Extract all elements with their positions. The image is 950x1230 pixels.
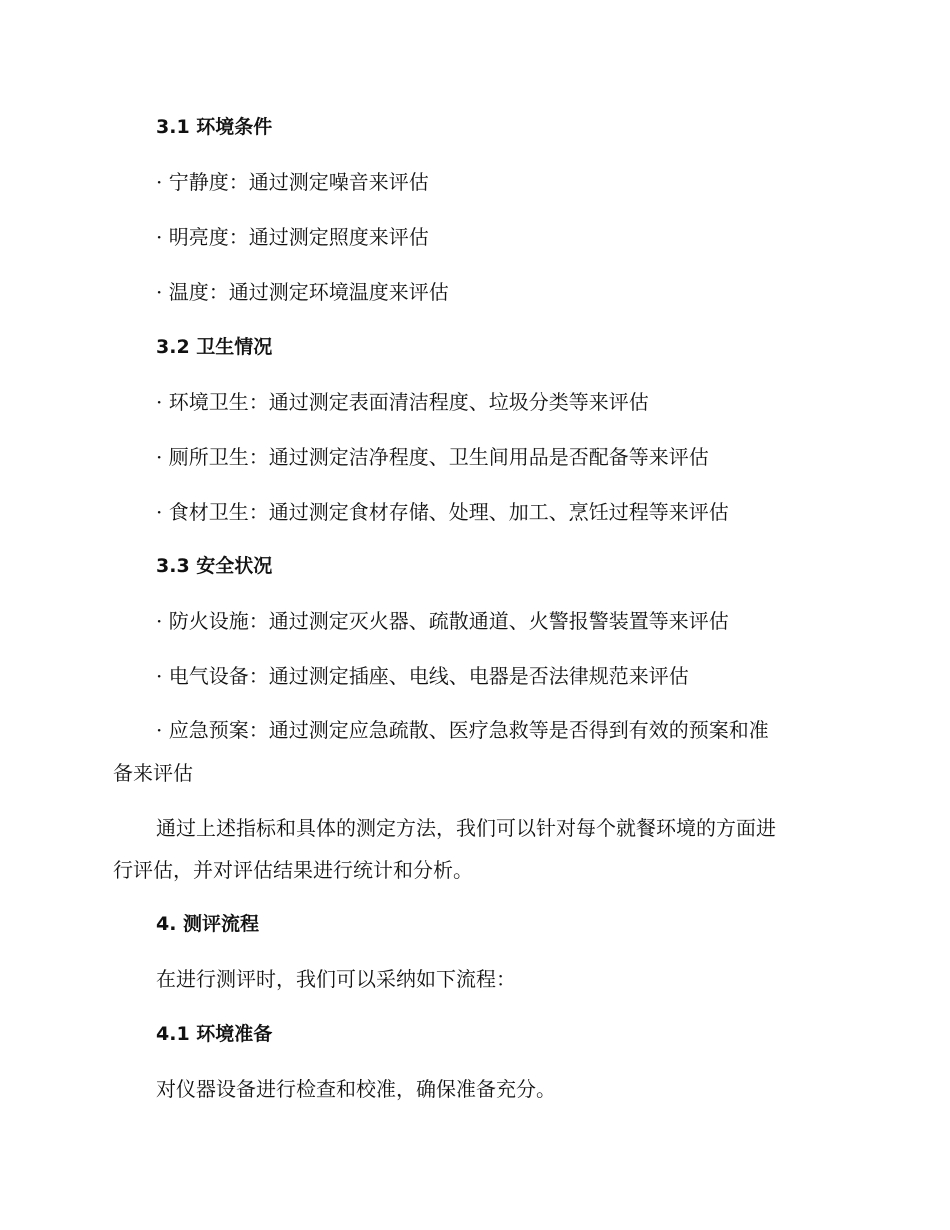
preparation-paragraph: 对仪器设备进行检查和校准，确保准备充分。 [156,1077,556,1101]
bullet-fire-facilities: · 防火设施：通过测定灭火器、疏散通道、火警报警装置等来评估 [156,609,729,633]
summary-paragraph-line-2: 行评估，并对评估结果进行统计和分析。 [113,858,473,882]
bullet-brightness: · 明亮度：通过测定照度来评估 [156,225,429,249]
bullet-emergency-plan: · 应急预案：通过测定应急疏散、医疗急救等是否得到有效的预案和准 [156,718,769,742]
bullet-toilet-hygiene: · 厕所卫生：通过测定洁净程度、卫生间用品是否配备等来评估 [156,445,709,469]
summary-paragraph-line-1: 通过上述指标和具体的测定方法，我们可以针对每个就餐环境的方面进 [156,816,776,840]
bullet-electrical-equipment: · 电气设备：通过测定插座、电线、电器是否法律规范来评估 [156,664,689,688]
bullet-quietness: · 宁静度：通过测定噪音来评估 [156,170,429,194]
bullet-temperature: · 温度：通过测定环境温度来评估 [156,280,449,304]
section-heading-3-2: 3.2 卫生情况 [156,336,273,358]
section-heading-3-1: 3.1 环境条件 [156,116,273,138]
bullet-environment-hygiene: · 环境卫生：通过测定表面清洁程度、垃圾分类等来评估 [156,390,649,414]
flow-intro-paragraph: 在进行测评时，我们可以采纳如下流程： [156,967,516,991]
bullet-emergency-plan-continued: 备来评估 [113,761,193,785]
section-heading-3-3: 3.3 安全状况 [156,555,273,577]
section-heading-4: 4. 测评流程 [156,913,260,935]
bullet-food-hygiene: · 食材卫生：通过测定食材存储、处理、加工、烹饪过程等来评估 [156,500,729,524]
section-heading-4-1: 4.1 环境准备 [156,1023,273,1045]
